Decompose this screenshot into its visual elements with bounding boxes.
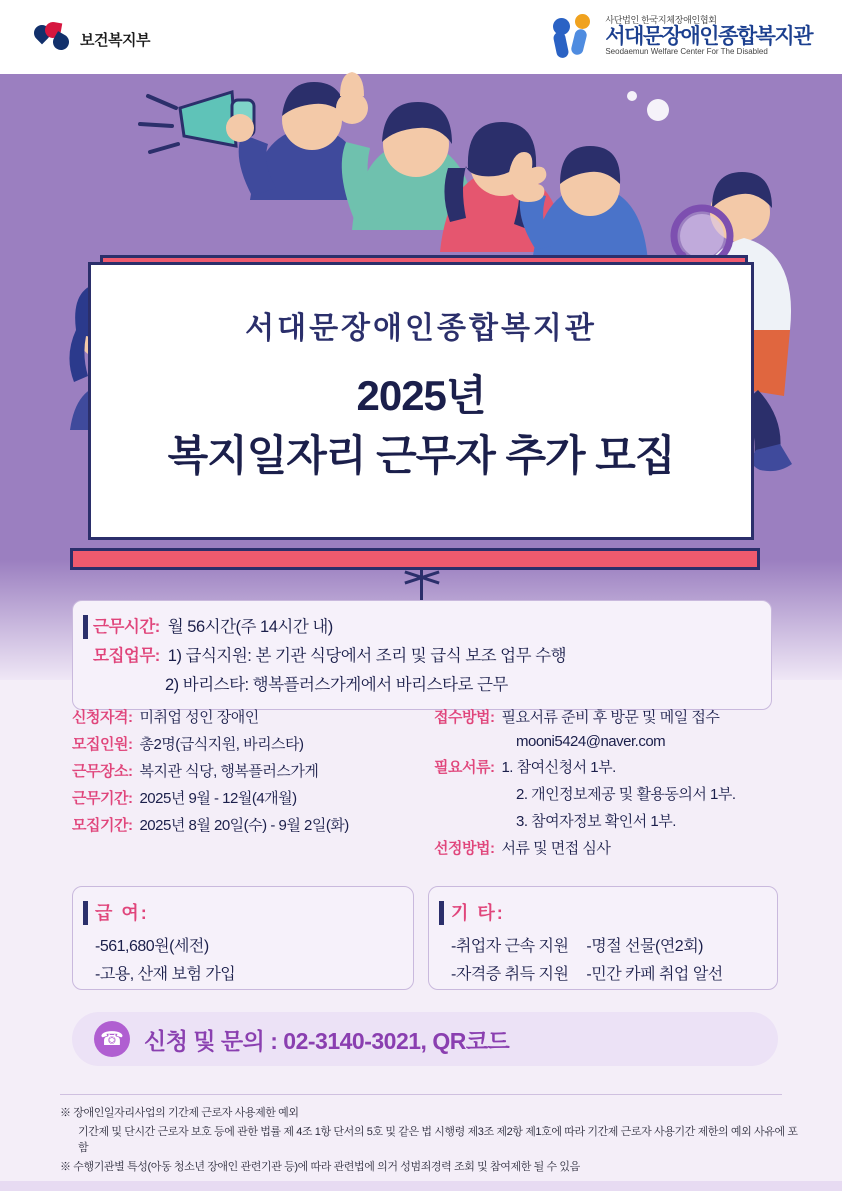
title-board	[88, 262, 754, 540]
gov-logo-label: 보건복지부	[80, 31, 150, 49]
apply-method-label: 접수방법:	[434, 709, 495, 726]
benefits-accent-bar	[439, 901, 444, 925]
contact-text: 신청 및 문의 : 02-3140-3021, QR코드	[144, 1027, 510, 1054]
selection-value: 서류 및 면접 심사	[501, 840, 611, 857]
details-left-column	[72, 706, 424, 864]
pay-title: 급 여:	[95, 903, 149, 923]
pay-accent-bar	[83, 901, 88, 925]
location-value: 복지관 식당, 행복플러스가게	[139, 763, 319, 780]
benefits-2-right: -민간 카페 취업 알선	[586, 966, 723, 983]
duty-2: 2) 바리스타: 행복플러스가게에서 바리스타로 근무	[165, 676, 508, 694]
selection-label: 선정방법:	[434, 840, 495, 857]
eligibility-label: 신청자격:	[72, 709, 133, 726]
work-info-block	[72, 600, 772, 710]
work-hours-row	[93, 613, 757, 637]
location-row	[72, 760, 424, 781]
period-value: 2025년 9월 - 12월(4개월)	[139, 790, 297, 807]
org-name-en: Seodaemun Welfare Center For The Disabled	[605, 46, 768, 56]
work-hours-accent-bar	[83, 615, 88, 639]
required-docs-label: 필요서류:	[434, 759, 495, 776]
board-org-name: 서대문장애인종합복지관	[245, 312, 597, 345]
selection-row	[434, 837, 778, 858]
period-row	[72, 787, 424, 808]
benefits-row-1	[451, 933, 767, 956]
details-two-column	[72, 706, 778, 864]
footer-divider	[60, 1094, 782, 1095]
pay-box	[72, 886, 414, 990]
eligibility-value: 미취업 성인 장애인	[139, 709, 259, 726]
footer-notes	[60, 1104, 800, 1177]
board-year: 2025년	[356, 372, 486, 419]
headcount-row	[72, 733, 424, 754]
period-label: 근무기간:	[72, 790, 133, 807]
work-hours-label: 근무시간:	[93, 618, 160, 636]
org-name-ko: 서대문장애인종합복지관	[605, 24, 812, 48]
location-label: 근무장소:	[72, 763, 133, 780]
apply-email[interactable]: mooni5424@naver.com	[516, 733, 666, 750]
recruit-period-row	[72, 814, 424, 835]
footer-note-3: ※ 수행기관별 특성(아동 청소년 장애인 관련기관 등)에 따라 관련법에 의거 성범죄경력 조회 및 참여제한 될 수 있음	[60, 1161, 580, 1173]
pay-line-2: -고용, 산재 보험 가입	[95, 966, 236, 983]
benefits-2-left: -자격증 취득 지원	[451, 966, 569, 983]
board-bottom-bar	[70, 548, 760, 570]
headcount-value: 총2명(급식지원, 바리스타)	[139, 736, 304, 753]
duty-row	[93, 642, 757, 666]
benefits-1-left: -취업자 근속 지원	[451, 938, 569, 955]
headcount-label: 모집인원:	[72, 736, 133, 753]
bottom-strip	[0, 1181, 842, 1191]
work-hours-value: 월 56시간(주 14시간 내)	[167, 618, 333, 636]
required-doc-3: 3. 참여자정보 확인서 1부.	[516, 813, 676, 830]
org-assoc-label: 사단법인 한국지체장애인협회	[605, 15, 717, 26]
contact-bar[interactable]	[72, 1012, 778, 1066]
required-docs-row	[434, 756, 778, 777]
footer-note-1: ※ 장애인일자리사업의 기간제 근로자 사용제한 예외	[60, 1107, 299, 1119]
apply-method-row	[434, 706, 778, 727]
benefits-row-2	[451, 961, 767, 984]
required-doc-2: 2. 개인정보제공 및 활용동의서 1부.	[516, 786, 736, 803]
apply-method-value: 필요서류 준비 후 방문 및 메일 접수	[501, 709, 720, 726]
benefits-box	[428, 886, 778, 990]
benefits-1-right: -명절 선물(연2회)	[586, 938, 703, 955]
phone-icon: ☎	[94, 1021, 130, 1057]
duty-label: 모집업무:	[93, 647, 160, 665]
details-right-column	[434, 706, 778, 864]
required-doc-1: 1. 참여신청서 1부.	[501, 759, 616, 776]
footer-note-2: 기간제 및 단시간 근로자 보호 등에 관한 법률 제 4조 1항 단서의 5호 및 같은 법 시행령 제3조 제2항 제1호에 따라 기간제 근로자 사용기간 제한의 예외 사유에 포함	[78, 1126, 798, 1154]
benefits-title: 기 타:	[451, 903, 505, 923]
pay-line-1: -561,680원(세전)	[95, 938, 209, 955]
eligibility-row	[72, 706, 424, 727]
duty-1: 1) 급식지원: 본 기관 식당에서 조리 및 급식 보조 업무 수행	[167, 647, 567, 665]
recruit-period-label: 모집기간:	[72, 817, 133, 834]
recruit-period-value: 2025년 8월 20일(수) - 9월 2일(화)	[139, 817, 349, 834]
board-main-title: 복지일자리 근무자 추가 모집	[167, 432, 675, 479]
